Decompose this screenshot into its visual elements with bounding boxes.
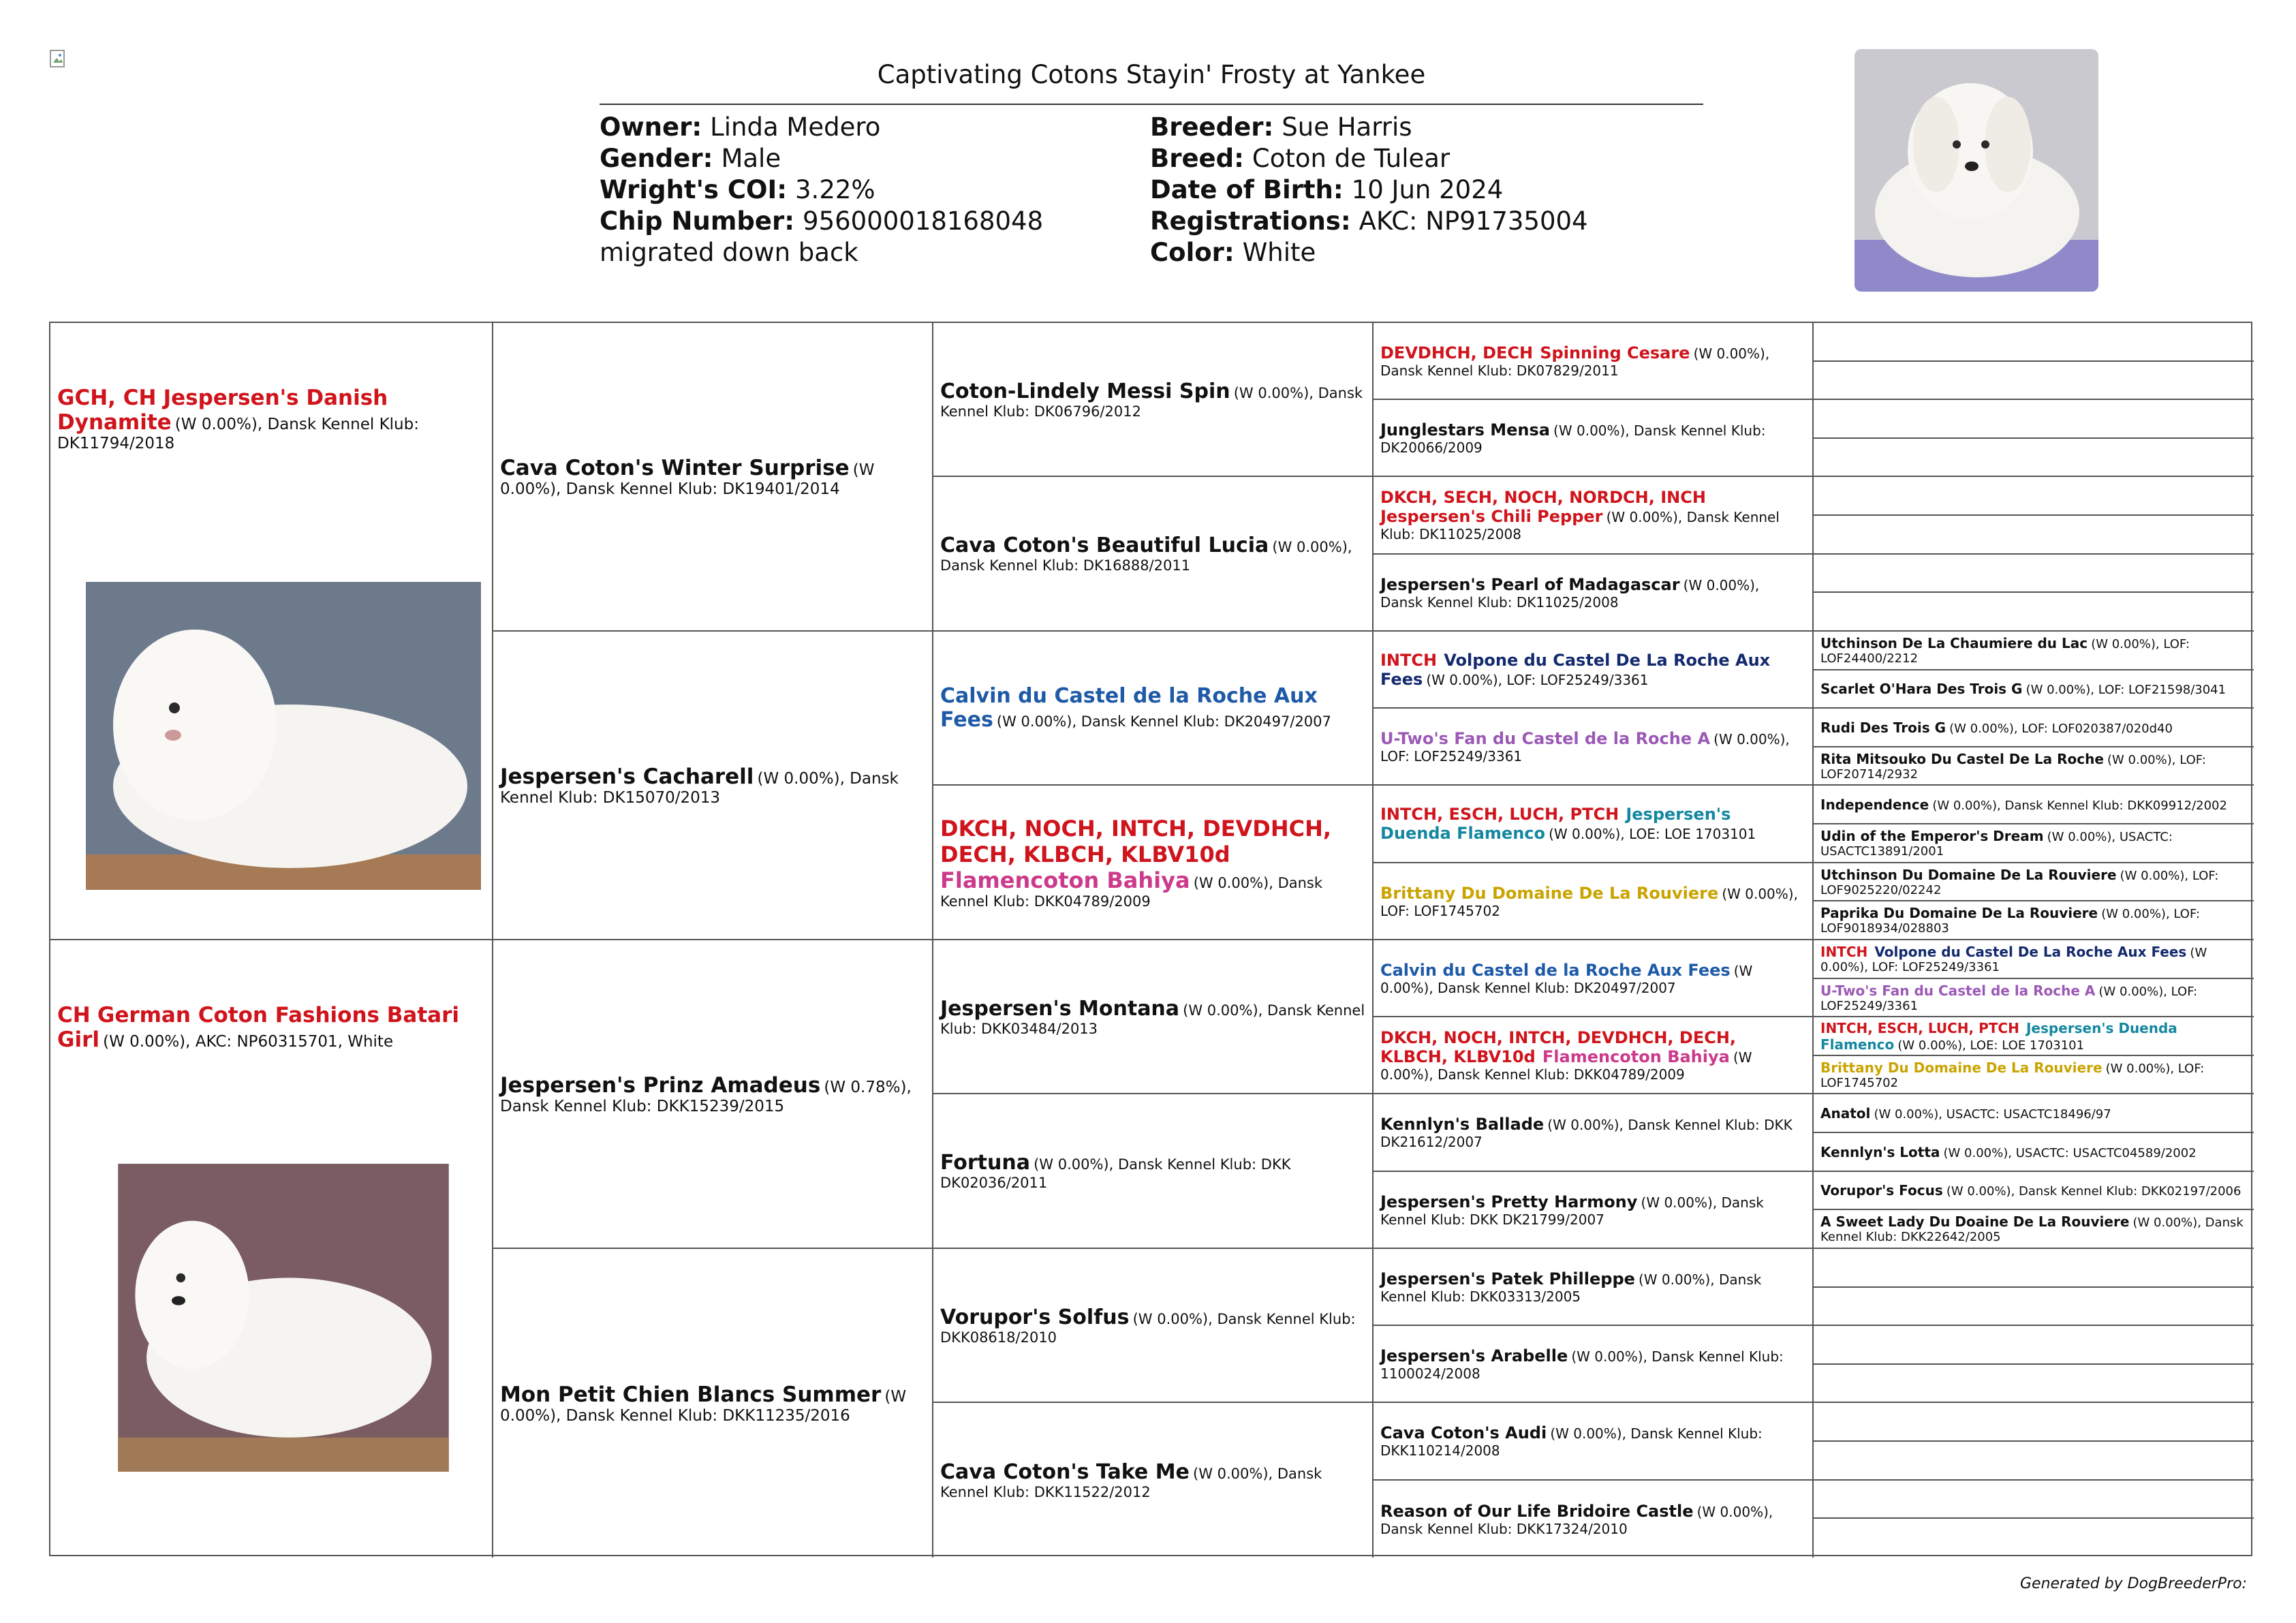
dog-photo [1855, 49, 2098, 292]
page-title: Captivating Cotons Stayin' Frosty at Yankee [877, 60, 1426, 89]
pedigree-g5-18: INTCH, ESCH, LUCH, PTCH Jespersen's Duenda Flamenco (W 0.00%), LOE: LOE 1703101 [1814, 1017, 2254, 1056]
pedigree-g5-31 [1814, 1519, 2254, 1558]
color-row: Color: White [1150, 238, 1316, 267]
pedigree-g5-5 [1814, 516, 2254, 555]
pedigree-g4-1: Junglestars Mensa (W 0.00%), Dansk Kennel Klub: DK20066/2009 [1374, 400, 1814, 477]
pedigree-g3-1: Cava Coton's Beautiful Lucia (W 0.00%), Dansk Kennel Klub: DK16888/2011 [933, 477, 1374, 632]
pedigree-g5-21: Kennlyn's Lotta (W 0.00%), USACTC: USACTC04589/2002 [1814, 1133, 2254, 1172]
pedigree-g5-9: Scarlet O'Hara Des Trois G (W 0.00%), LOF: LOF21598/3041 [1814, 670, 2254, 709]
pedigree-ds: Jespersen's Prinz Amadeus (W 0.78%), Dansk Kennel Klub: DKK15239/2015 [493, 940, 933, 1249]
pedigree-g4-12: Jespersen's Patek Philleppe (W 0.00%), Dansk Kennel Klub: DKK03313/2005 [1374, 1249, 1814, 1326]
pedigree-sd: Jespersen's Cacharell (W 0.00%), Dansk Kennel Klub: DK15070/2013 [493, 632, 933, 940]
pedigree-g5-11: Rita Mitsouko Du Castel De La Roche (W 0.00%), LOF: LOF20714/2932 [1814, 747, 2254, 786]
pedigree-ss: Cava Coton's Winter Surprise (W 0.00%), Dansk Kennel Klub: DK19401/2014 [493, 323, 933, 632]
pedigree-g5-0 [1814, 323, 2254, 362]
pedigree-g5-3 [1814, 439, 2254, 477]
pedigree-g3-5: Fortuna (W 0.00%), Dansk Kennel Klub: DKK DK02036/2011 [933, 1094, 1374, 1249]
pedigree-g5-15: Paprika Du Domaine De La Rouviere (W 0.00%), LOF: LOF9018934/028803 [1814, 901, 2254, 940]
pedigree-g5-23: A Sweet Lady Du Doaine De La Rouviere (W 0.00%), Dansk Kennel Klub: DKK22642/2005 [1814, 1210, 2254, 1249]
pedigree-g5-19: Brittany Du Domaine De La Rouviere (W 0.00%), LOF: LOF1745702 [1814, 1056, 2254, 1094]
pedigree-g3-0: Coton-Lindely Messi Spin (W 0.00%), Dansk Kennel Klub: DK06796/2012 [933, 323, 1374, 477]
coi-row: Wright's COI: 3.22% [600, 175, 875, 204]
pedigree-g4-7: Brittany Du Domaine De La Rouviere (W 0.00%), LOF: LOF1745702 [1374, 863, 1814, 940]
chip-row: Chip Number: 956000018168048 migrated down back [600, 206, 1044, 267]
pedigree-g5-4 [1814, 477, 2254, 516]
pedigree-g4-8: Calvin du Castel de la Roche Aux Fees (W 0.00%), Dansk Kennel Klub: DK20497/2007 [1374, 940, 1814, 1017]
pedigree-g5-8: Utchinson De La Chaumiere du Lac (W 0.00%), LOF: LOF24400/2212 [1814, 632, 2254, 670]
breeder-row: Breeder: Sue Harris [1150, 112, 1412, 142]
pedigree-g5-10: Rudi Des Trois G (W 0.00%), LOF: LOF020387/020d40 [1814, 709, 2254, 747]
pedigree-g4-13: Jespersen's Arabelle (W 0.00%), Dansk Kennel Klub: 1100024/2008 [1374, 1326, 1814, 1403]
pedigree-dam: CH German Coton Fashions Batari Girl (W 0.00%), AKC: NP60315701, White [50, 940, 493, 1558]
pedigree-g5-28 [1814, 1403, 2254, 1442]
footer-generated-by: Generated by DogBreederPro: [2020, 1575, 2247, 1592]
pedigree-g4-3: Jespersen's Pearl of Madagascar (W 0.00%), Dansk Kennel Klub: DK11025/2008 [1374, 555, 1814, 632]
pedigree-g5-7 [1814, 593, 2254, 632]
pedigree-g4-11: Jespersen's Pretty Harmony (W 0.00%), Dansk Kennel Klub: DKK DK21799/2007 [1374, 1172, 1814, 1249]
pedigree-g4-14: Cava Coton's Audi (W 0.00%), Dansk Kennel Klub: DKK110214/2008 [1374, 1403, 1814, 1481]
pedigree-g5-22: Vorupor's Focus (W 0.00%), Dansk Kennel Klub: DKK02197/2006 [1814, 1172, 2254, 1210]
dob-row: Date of Birth: 10 Jun 2024 [1150, 175, 1504, 204]
pedigree-g3-6: Vorupor's Solfus (W 0.00%), Dansk Kennel Klub: DKK08618/2010 [933, 1249, 1374, 1403]
pedigree-g5-2 [1814, 400, 2254, 439]
owner-row: Owner: Linda Medero [600, 112, 881, 142]
pedigree-g3-4: Jespersen's Montana (W 0.00%), Dansk Kennel Klub: DKK03484/2013 [933, 940, 1374, 1094]
pedigree-g5-6 [1814, 555, 2254, 593]
pedigree-g5-26 [1814, 1326, 2254, 1365]
pedigree-g5-25 [1814, 1288, 2254, 1326]
pedigree-g5-14: Utchinson Du Domaine De La Rouviere (W 0.00%), LOF: LOF9025220/02242 [1814, 863, 2254, 901]
pedigree-g4-10: Kennlyn's Ballade (W 0.00%), Dansk Kennel Klub: DKK DK21612/2007 [1374, 1094, 1814, 1172]
pedigree-g4-6: INTCH, ESCH, LUCH, PTCH Jespersen's Duenda Flamenco (W 0.00%), LOE: LOE 1703101 [1374, 786, 1814, 863]
pedigree-g5-12: Independence (W 0.00%), Dansk Kennel Klub: DKK09912/2002 [1814, 786, 2254, 824]
pedigree-g4-2: DKCH, SECH, NOCH, NORDCH, INCH Jespersen's Chili Pepper (W 0.00%), Dansk Kennel Klub: DK11025/2008 [1374, 477, 1814, 555]
pedigree-g4-0: DEVDHCH, DECH Spinning Cesare (W 0.00%), Dansk Kennel Klub: DK07829/2011 [1374, 323, 1814, 400]
pedigree-g5-16: INTCH Volpone du Castel De La Roche Aux Fees (W 0.00%), LOF: LOF25249/3361 [1814, 940, 2254, 979]
pedigree-g4-5: U-Two's Fan du Castel de la Roche A (W 0.00%), LOF: LOF25249/3361 [1374, 709, 1814, 786]
pedigree-g5-13: Udin of the Emperor's Dream (W 0.00%), USACTC: USACTC13891/2001 [1814, 824, 2254, 863]
pedigree-g5-30 [1814, 1481, 2254, 1519]
broken-image-icon [49, 49, 71, 71]
pedigree-g3-7: Cava Coton's Take Me (W 0.00%), Dansk Kennel Klub: DKK11522/2012 [933, 1403, 1374, 1558]
gender-row: Gender: Male [600, 144, 781, 173]
pedigree-sire: GCH, CH Jespersen's Danish Dynamite (W 0.00%), Dansk Kennel Klub: DK11794/2018 [50, 323, 493, 940]
info-left [600, 112, 1117, 268]
pedigree-g5-27 [1814, 1365, 2254, 1403]
info-right [1150, 112, 1627, 268]
breed-row: Breed: Coton de Tulear [1150, 144, 1450, 173]
sire-photo [86, 582, 481, 890]
pedigree-g4-4: INTCH Volpone du Castel De La Roche Aux Fees (W 0.00%), LOF: LOF25249/3361 [1374, 632, 1814, 709]
pedigree-g5-20: Anatol (W 0.00%), USACTC: USACTC18496/97 [1814, 1094, 2254, 1133]
pedigree-grid [49, 322, 2252, 1556]
dam-photo [86, 1164, 481, 1472]
pedigree-g3-2: Calvin du Castel de la Roche Aux Fees (W 0.00%), Dansk Kennel Klub: DK20497/2007 [933, 632, 1374, 786]
pedigree-g5-17: U-Two's Fan du Castel de la Roche A (W 0.00%), LOF: LOF25249/3361 [1814, 979, 2254, 1017]
pedigree-dd: Mon Petit Chien Blancs Summer (W 0.00%), Dansk Kennel Klub: DKK11235/2016 [493, 1249, 933, 1558]
pedigree-g5-1 [1814, 362, 2254, 400]
pedigree-g5-29 [1814, 1442, 2254, 1481]
pedigree-g4-9: DKCH, NOCH, INTCH, DEVDHCH, DECH, KLBCH, KLBV10d Flamencoton Bahiya (W 0.00%), Dansk Kennel Klub: DKK04789/2009 [1374, 1017, 1814, 1094]
pedigree-g3-3: DKCH, NOCH, INTCH, DEVDHCH, DECH, KLBCH, KLBV10d Flamencoton Bahiya (W 0.00%), Dansk Kennel Klub: DKK04789/2009 [933, 786, 1374, 940]
pedigree-g5-24 [1814, 1249, 2254, 1288]
pedigree-g4-15: Reason of Our Life Bridoire Castle (W 0.00%), Dansk Kennel Klub: DKK17324/2010 [1374, 1481, 1814, 1558]
registrations-row: Registrations: AKC: NP91735004 [1150, 206, 1588, 236]
title-divider [600, 104, 1703, 105]
